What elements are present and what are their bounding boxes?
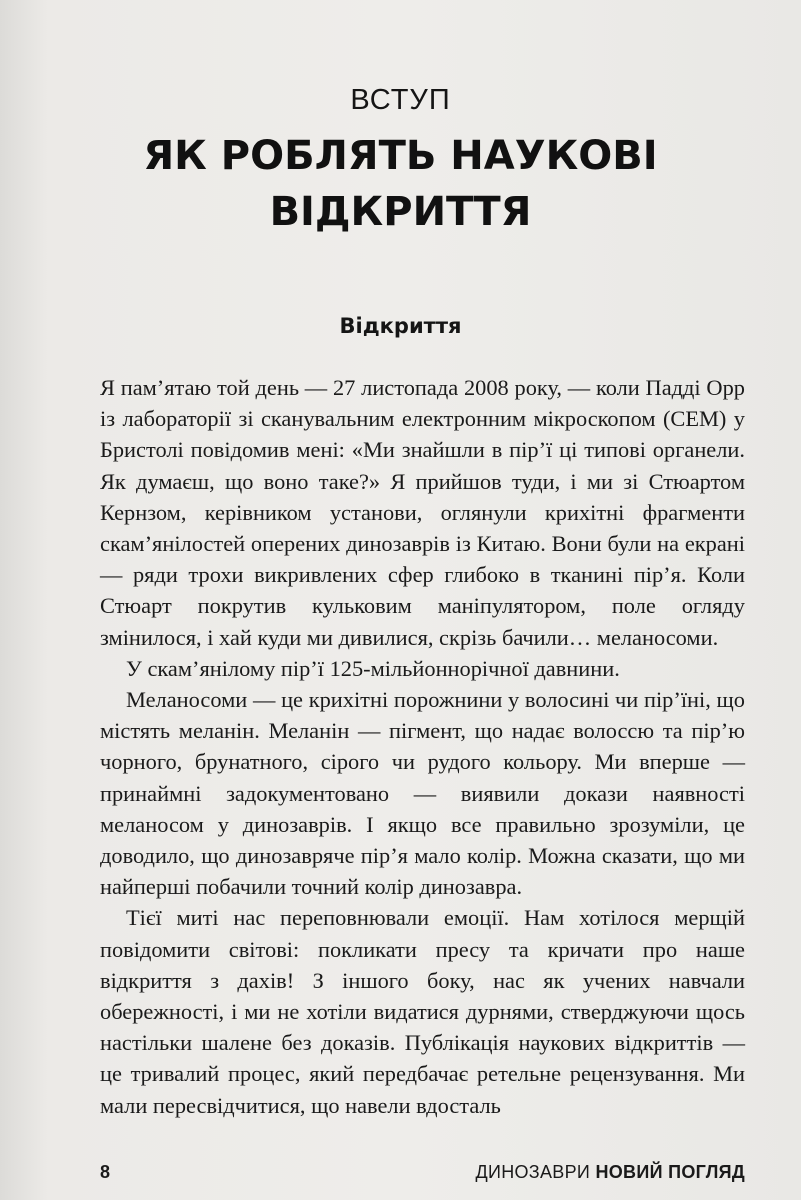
chapter-title: ЯК РОБЛЯТЬ НАУКОВІ ВІДКРИТТЯ bbox=[143, 133, 658, 235]
page-number: 8 bbox=[100, 1162, 111, 1182]
chapter-label: ВСТУП bbox=[350, 84, 451, 116]
book-title: ДИНОЗАВРИ bbox=[475, 1162, 591, 1182]
book-subtitle: НОВИЙ ПОГЛЯД bbox=[595, 1162, 745, 1182]
paragraph-4: Тієї миті нас переповнювали емоції. Нам хотілося мерщій повідомити світові: покликати пресу та кричати про наше відкриття з дахів! З іншого боку, нас як учених навчали обережності, і ми не хотіли видатися дурнями, стверджуючи щось настільки шалене без доказів. Публікація наукових відкриттів — це тривалий процес, який передбачає ретельне рецензування. Ми мали пересвідчитися, що навели вдосталь bbox=[100, 905, 745, 1118]
running-head bbox=[475, 1162, 745, 1183]
paragraph-2: У скам’янілому пір’ї 125-мільйоннорічної давнини. bbox=[126, 655, 620, 681]
section-heading: Відкриття bbox=[339, 314, 462, 338]
paragraph-3: Меланосоми — це крихітні порожнини у волосині чи пір’їні, що містять меланін. Меланін — пігмент, що надає волоссю та пір’ю чорного, брунатного, сірого чи рудого кольору. Ми вперше — принаймні задокументовано — виявили докази наявності меланосом у динозаврів. І якщо все правильно зрозуміли, це доводило, що динозавряче пір’я мало колір. Можна сказати, що ми найперші побачили точний колір динозавра. bbox=[100, 687, 745, 900]
paragraph-1: Я пам’ятаю той день — 27 листопада 2008 року, — коли Падді Орр із лабораторії зі сканувальним електронним мікроскопом (СЕМ) у Бристолі повідомив мені: «Ми знайшли в пір’ї ці типові органели. Як думаєш, що воно таке?» Я прийшов туди, і ми зі Стюартом Кернзом, керівником установи, оглянули крихітні фрагменти скам’янілостей оперених динозаврів із Китаю. Вони були на екрані — ряди трохи викривлених сфер глибоко в тканині пір’я. Коли Стюарт покрутив кульковим маніпулятором, поле огляду змінилося, і хай куди ми дивилися, скрізь бачили… меланосоми. bbox=[100, 375, 745, 650]
body-text bbox=[100, 372, 745, 1121]
